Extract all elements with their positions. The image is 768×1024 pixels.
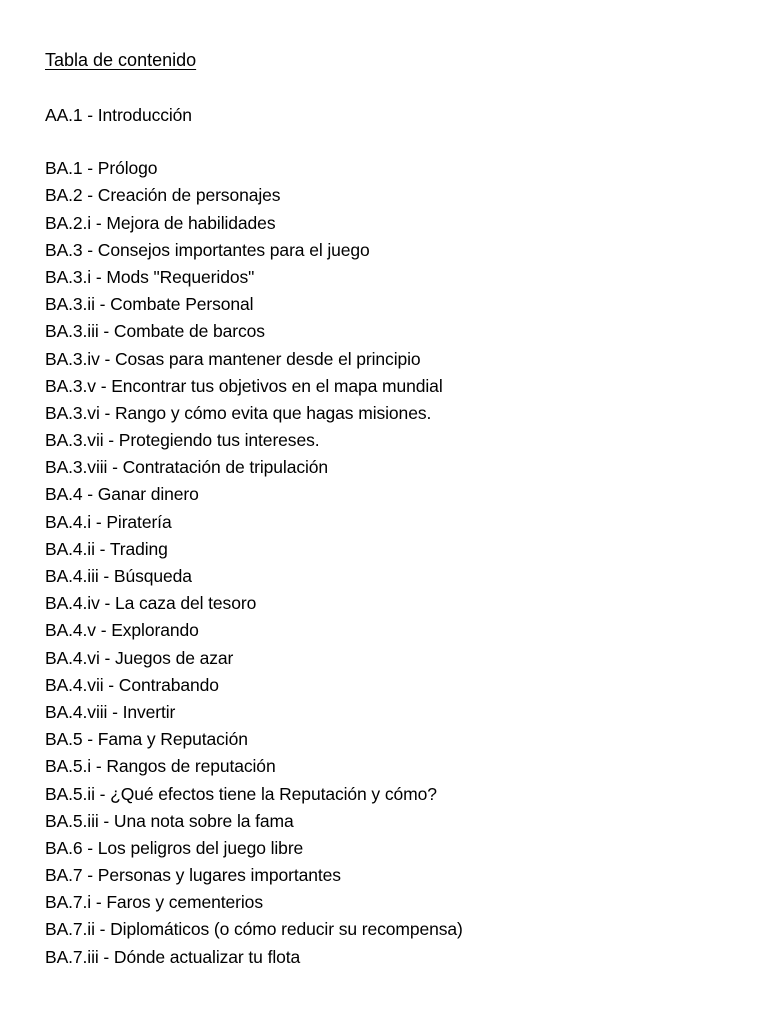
toc-entry: BA.2 - Creación de personajes	[45, 185, 281, 206]
toc-entry: BA.4.vii - Contrabando	[45, 674, 219, 695]
toc-entry: BA.7.ii - Diplomáticos (o cómo reducir su recompensa)	[45, 919, 463, 940]
toc-entry: AA.1 - Introducción	[45, 105, 192, 125]
toc-entry: BA.3.vi - Rango y cómo evita que hagas misiones.	[45, 402, 432, 423]
intro-section	[45, 102, 745, 129]
toc-entry: BA.3.i - Mods "Requeridos"	[45, 266, 255, 287]
toc-entry: BA.5 - Fama y Reputación	[45, 729, 248, 750]
toc-entry: BA.4.v - Explorando	[45, 620, 199, 641]
toc-entry: BA.6 - Los peligros del juego libre	[45, 837, 304, 858]
toc-entry: BA.5.i - Rangos de reputación	[45, 756, 276, 777]
toc-entry: BA.7.iii - Dónde actualizar tu flota	[45, 946, 301, 967]
document-page	[45, 48, 745, 971]
toc-entry: BA.3.iii - Combate de barcos	[45, 321, 265, 342]
toc-entry: BA.4.i - Piratería	[45, 511, 172, 532]
toc-entry: BA.4.ii - Trading	[45, 538, 168, 559]
toc-entry: BA.5.ii - ¿Qué efectos tiene la Reputación y cómo?	[45, 783, 437, 804]
toc-entry: BA.3.v - Encontrar tus objetivos en el mapa mundial	[45, 375, 443, 396]
toc-entry: BA.3 - Consejos importantes para el juego	[45, 239, 370, 260]
toc-entry: BA.4.iv - La caza del tesoro	[45, 593, 257, 614]
main-section	[45, 155, 745, 971]
toc-entry: BA.7 - Personas y lugares importantes	[45, 865, 341, 886]
toc-entry: BA.4 - Ganar dinero	[45, 484, 199, 505]
toc-entry: BA.4.vi - Juegos de azar	[45, 647, 234, 668]
toc-entry: BA.3.ii - Combate Personal	[45, 294, 254, 315]
toc-entry: BA.4.viii - Invertir	[45, 701, 176, 722]
toc-entry: BA.2.i - Mejora de habilidades	[45, 212, 276, 233]
toc-entry: BA.3.iv - Cosas para mantener desde el principio	[45, 348, 421, 369]
toc-entry: BA.4.iii - Búsqueda	[45, 566, 192, 586]
toc-entry: BA.1 - Prólogo	[45, 158, 158, 179]
toc-entry: BA.5.iii - Una nota sobre la fama	[45, 810, 294, 831]
toc-entry: BA.3.vii - Protegiendo tus intereses.	[45, 430, 320, 451]
toc-entry: BA.3.viii - Contratación de tripulación	[45, 457, 329, 478]
toc-title: Tabla de contenido	[45, 50, 197, 70]
toc-entry: BA.7.i - Faros y cementerios	[45, 892, 263, 913]
